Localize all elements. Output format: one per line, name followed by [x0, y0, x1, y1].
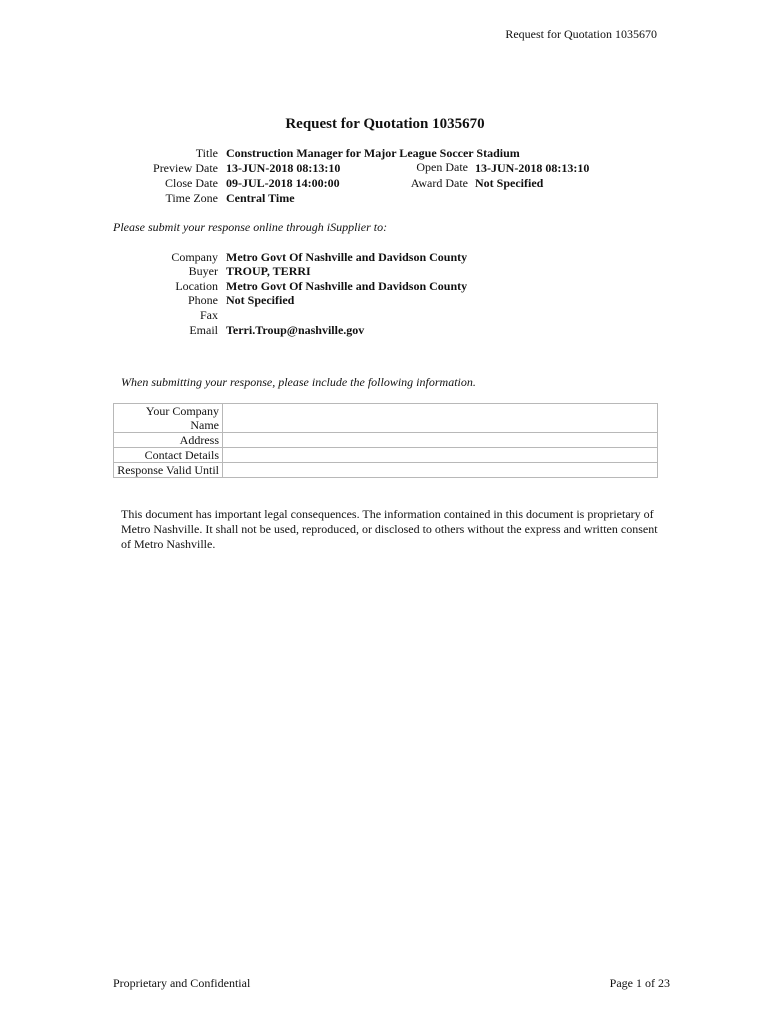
response-valid-until-cell-value[interactable] [223, 463, 658, 478]
preview-date-label: Preview Date [153, 161, 218, 175]
company-label: Company [171, 250, 218, 264]
address-cell-label: Address [114, 433, 223, 448]
location-label: Location [175, 279, 218, 293]
close-date-value: 09-JUL-2018 14:00:00 [226, 176, 340, 190]
legal-notice: This document has important legal consequences. The information contained in this document is proprietary of Metro Nashville. It shall not be used, reproduced, or disclosed to others without the express and written consent of Metro Nashville. [121, 507, 658, 551]
time-zone-value: Central Time [226, 191, 295, 205]
submit-instruction: Please submit your response online through iSupplier to: [113, 220, 388, 234]
footer-left: Proprietary and Confidential [113, 976, 251, 990]
phone-value: Not Specified [226, 293, 295, 307]
company-name-cell-value[interactable] [223, 404, 658, 433]
title-label: Title [195, 146, 218, 160]
email-value: Terri.Troup@nashville.gov [226, 323, 365, 337]
award-date-value: Not Specified [475, 176, 544, 190]
contact-details-cell-label: Contact Details [114, 448, 223, 463]
preview-date-value: 13-JUN-2018 08:13:10 [226, 161, 341, 175]
address-cell-value[interactable] [223, 433, 658, 448]
buyer-value: TROUP, TERRI [226, 264, 311, 278]
page-number: Page 1 of 23 [609, 976, 670, 990]
title-value: Construction Manager for Major League Soccer Stadium [226, 146, 520, 160]
email-label: Email [189, 323, 218, 337]
open-date-label: Open Date [416, 160, 468, 174]
buyer-label: Buyer [188, 264, 218, 278]
response-instruction: When submitting your response, please include the following information. [121, 375, 476, 389]
location-value: Metro Govt Of Nashville and Davidson County [226, 279, 468, 293]
table-row [114, 463, 658, 478]
table-row [114, 448, 658, 463]
company-value: Metro Govt Of Nashville and Davidson County [226, 250, 468, 264]
open-date-value: 13-JUN-2018 08:13:10 [475, 161, 590, 175]
response-valid-until-cell-label: Response Valid Until [114, 463, 223, 478]
document-title: Request for Quotation 1035670 [285, 116, 485, 132]
table-row [114, 404, 658, 433]
company-name-cell-label: Your Company Name [114, 404, 223, 433]
fax-label: Fax [200, 308, 218, 322]
time-zone-label: Time Zone [165, 191, 218, 205]
phone-label: Phone [188, 293, 218, 307]
close-date-label: Close Date [165, 176, 218, 190]
award-date-label: Award Date [410, 176, 468, 190]
contact-details-cell-value[interactable] [223, 448, 658, 463]
running-header: Request for Quotation 1035670 [505, 27, 657, 41]
response-info-table [113, 403, 658, 478]
table-row [114, 433, 658, 448]
